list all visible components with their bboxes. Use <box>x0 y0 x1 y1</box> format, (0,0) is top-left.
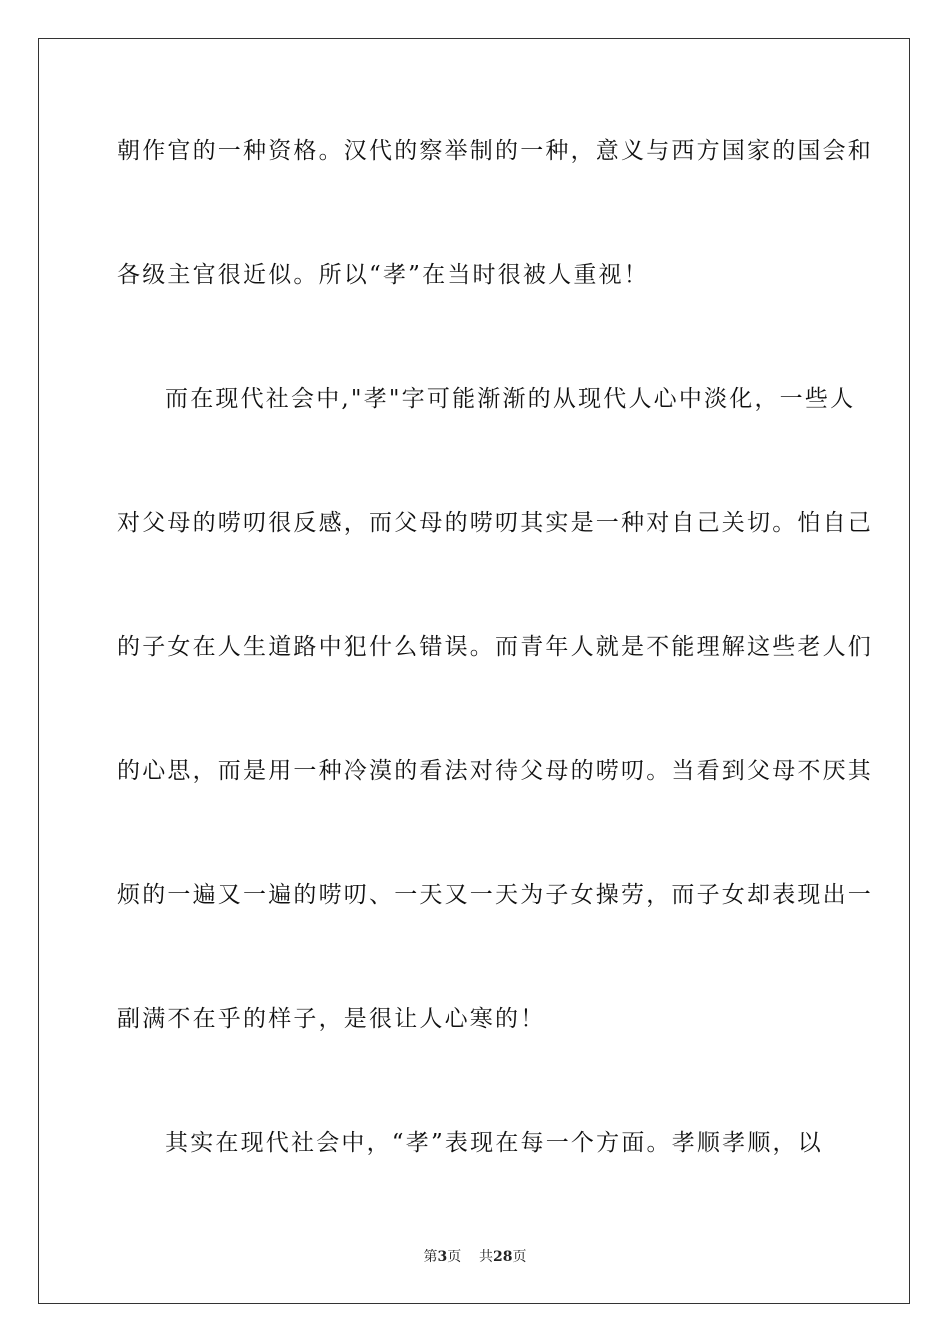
paragraph-start-line: 而在现代社会中,"孝"字可能渐渐的从现代人心中淡化，一些人 <box>165 386 856 412</box>
text-line: 朝作官的一种资格。汉代的察举制的一种，意义与西方国家的国会和 <box>117 138 873 164</box>
text-line: 副满不在乎的样子，是很让人心寒的！ <box>117 1006 546 1032</box>
page-prefix: 第 <box>423 1249 438 1265</box>
total-suffix: 页 <box>512 1249 527 1265</box>
page-suffix: 页 <box>447 1249 462 1265</box>
text-line: 各级主官很近似。所以“孝”在当时很被人重视！ <box>117 262 649 288</box>
text-line: 的心思，而是用一种冷漠的看法对待父母的唠叨。当看到父母不厌其 <box>117 758 873 784</box>
page-border <box>38 38 910 1304</box>
text-line: 的子女在人生道路中犯什么错误。而青年人就是不能理解这些老人们 <box>117 634 873 660</box>
total-pages: 28 <box>493 1249 513 1265</box>
text-line: 烦的一遍又一遍的唠叨、一天又一天为子女操劳，而子女却表现出一 <box>117 882 873 908</box>
page-number: 3 <box>437 1249 448 1265</box>
page-footer <box>0 1248 950 1266</box>
paragraph-start-line: 其实在现代社会中，“孝”表现在每一个方面。孝顺孝顺，以 <box>165 1130 823 1156</box>
text-line: 对父母的唠叨很反感，而父母的唠叨其实是一种对自己关切。怕自己 <box>117 510 873 536</box>
total-prefix: 共 <box>479 1249 494 1265</box>
